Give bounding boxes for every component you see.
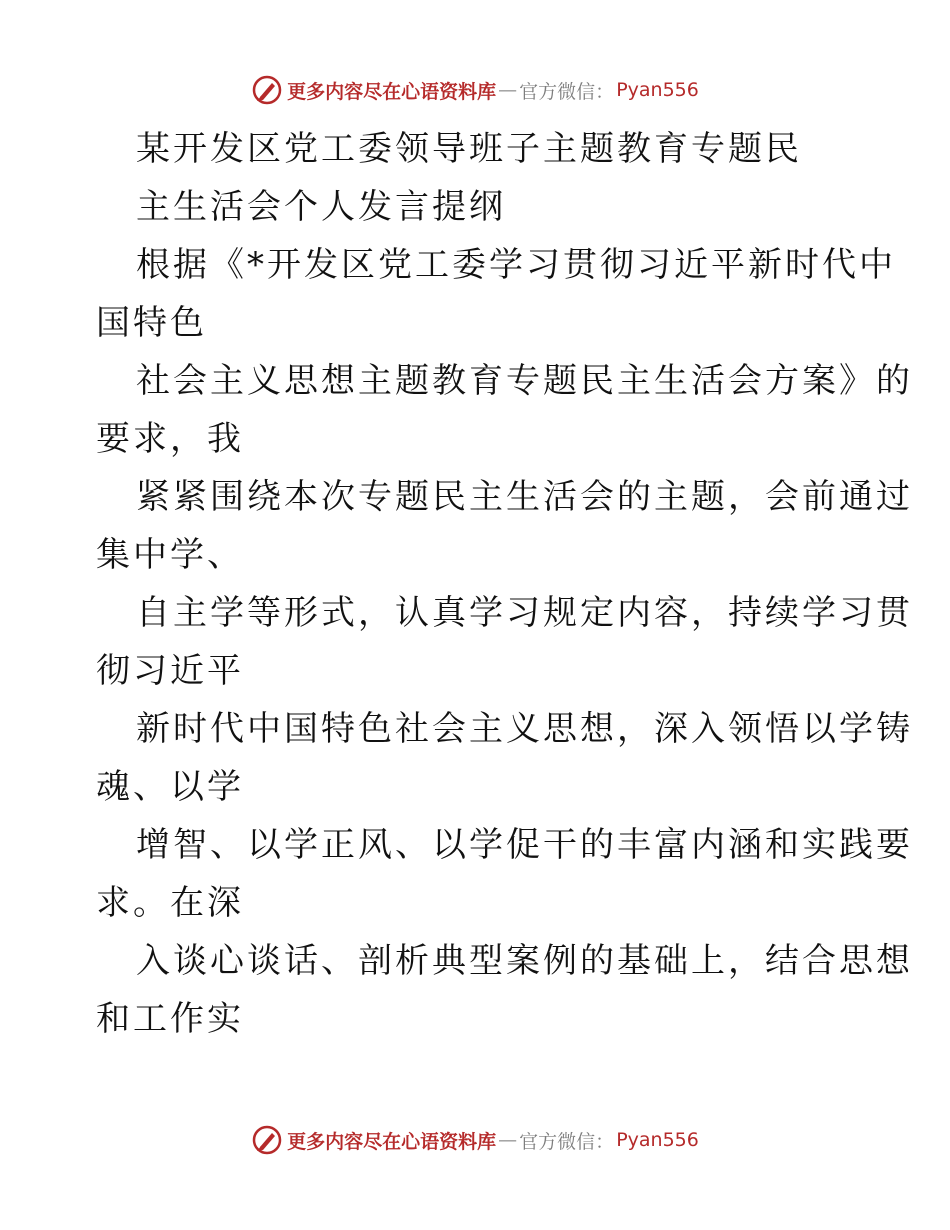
- text-line: 紧紧围绕本次专题民主生活会的主题，会前通过: [136, 477, 913, 517]
- footer-watermark: [0, 1120, 950, 1160]
- text-line: 集中学、: [96, 535, 244, 575]
- watermark-label: 官方微信：: [519, 80, 615, 103]
- text-line: 新时代中国特色社会主义思想，深入领悟以学铸: [136, 709, 913, 749]
- watermark-label: 官方微信：: [519, 1130, 615, 1153]
- text-line: 主生活会个人发言提纲: [136, 187, 506, 227]
- pen-logo-icon: [251, 1124, 283, 1156]
- watermark-brand: 更多内容尽在心语资料库: [287, 80, 497, 103]
- watermark-brand: 更多内容尽在心语资料库: [287, 1130, 497, 1153]
- pen-logo-icon: [251, 74, 283, 106]
- watermark-dash: —: [498, 79, 518, 101]
- watermark-wechat-id: Pyan556: [616, 79, 699, 101]
- text-line: 根据《*开发区党工委学习贯彻习近平新时代中: [136, 245, 896, 285]
- text-line: 要求，我: [96, 419, 244, 459]
- document-body: [96, 120, 913, 1048]
- text-line: 入谈心谈话、剖析典型案例的基础上，结合思想: [136, 941, 913, 981]
- text-line: 社会主义思想主题教育专题民主生活会方案》的: [136, 361, 913, 401]
- text-line: 自主学等形式，认真学习规定内容，持续学习贯: [136, 593, 913, 633]
- text-line: 增智、以学正风、以学促干的丰富内涵和实践要: [136, 825, 913, 865]
- text-line: 和工作实: [96, 999, 244, 1039]
- text-line: 魂、以学: [96, 767, 244, 807]
- text-line: 求。在深: [96, 883, 244, 923]
- text-line: 彻习近平: [96, 651, 244, 691]
- header-watermark: [0, 70, 950, 110]
- watermark-wechat-id: Pyan556: [616, 1129, 699, 1151]
- text-line: 某开发区党工委领导班子主题教育专题民: [136, 129, 802, 169]
- text-line: 国特色: [96, 303, 207, 343]
- watermark-dash: —: [498, 1129, 518, 1151]
